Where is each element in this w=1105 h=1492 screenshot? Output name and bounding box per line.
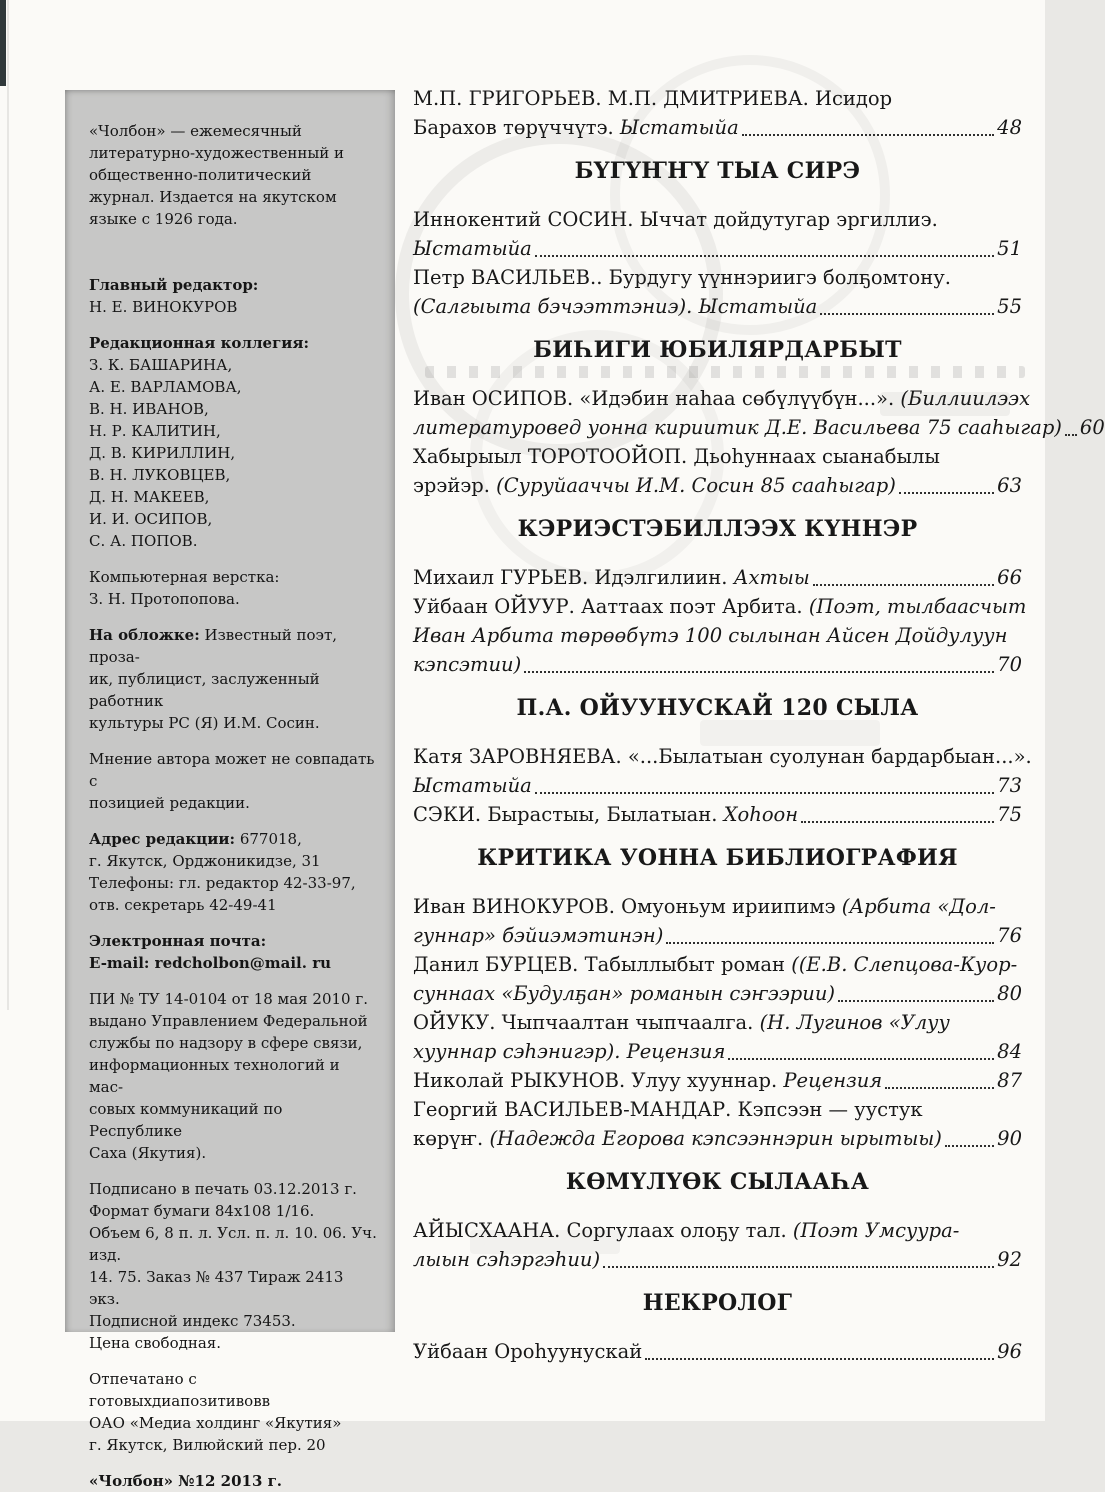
toc-entry [413, 1008, 1022, 1066]
page-number: 76 [997, 924, 1022, 947]
text-segment: (Суруйааччы И.М. Сосин 85 сааһыгар) [496, 474, 896, 497]
toc-entry-line-last [413, 1037, 1022, 1066]
toc-entry [413, 263, 1022, 321]
text-segment: Георгий ВАСИЛЬЕВ-МАНДАР. Кэпсээн — уустук [413, 1098, 923, 1121]
toc-sections [413, 84, 1105, 1366]
toc-entry-line [413, 950, 1022, 979]
sidebar-line [89, 930, 377, 952]
sidebar-line [89, 398, 377, 420]
text-segment: Ыстатыйа [413, 774, 532, 797]
text-segment: И. И. ОСИПОВ, [89, 510, 213, 528]
dot-leader [742, 134, 994, 136]
text-segment: кэпсэтии) [413, 653, 522, 676]
sidebar-line [89, 952, 377, 974]
toc-entry-line-last [413, 650, 1022, 679]
toc-entry-line-last [413, 921, 1022, 950]
sidebar-line [89, 712, 377, 734]
text-segment: Д. В. КИРИЛЛИН, [89, 444, 236, 462]
toc-entry-line-last [413, 1245, 1022, 1274]
toc-entry [413, 892, 1022, 950]
section-header: КЭРИЭСТЭБИЛЛЭЭХ КҮННЭР [517, 516, 918, 542]
section-header: КӨМҮЛҮӨК СЫЛААҺА [565, 1169, 870, 1195]
text-segment: (Салгыыта бэчээттэниэ). Ыстатыйа [413, 295, 818, 318]
text-segment: E-mail: redcholbon@mail. ru [89, 954, 331, 972]
page-number: 51 [997, 237, 1022, 260]
text-segment: Барахов төрүччүтэ. [413, 116, 620, 139]
toc-entry [413, 563, 1022, 592]
toc-entry-line [413, 892, 1022, 921]
sidebar-line [89, 1470, 377, 1492]
text-segment: Хабырыыл ТОРОТООЙОП. Дьоһуннаах сыанабылы [413, 445, 940, 468]
text-segment: (Поэт, тылбаасчыт [808, 595, 1027, 618]
toc-entry [413, 950, 1022, 1008]
dot-leader [899, 492, 994, 494]
toc-entry-line-last [413, 292, 1022, 321]
sidebar-line [89, 420, 377, 442]
text-segment: Хоһоон [723, 803, 799, 826]
text-segment: ик, публицист, заслуженный работник [89, 670, 320, 710]
sidebar-block [89, 332, 377, 552]
text-segment: Объем 6, 8 п. л. Усл. п. л. 10. 06. Уч. изд. [89, 1224, 377, 1264]
text-segment: Николай РЫКУНОВ. Улуу хууннар. [413, 1069, 784, 1092]
text-segment: журнал. Издается на якутском [89, 188, 337, 206]
toc-entry [413, 1066, 1022, 1095]
sidebar-blocks [89, 120, 377, 1492]
sidebar-line [89, 1032, 377, 1054]
toc-entry-line [413, 592, 1027, 621]
text-segment: совых коммуникаций по Республике [89, 1100, 283, 1140]
dot-leader [603, 1266, 994, 1268]
text-segment: Катя ЗАРОВНЯЕВА. «...Былатыан суолунан бардарбыан...». [413, 745, 1032, 768]
sidebar-line [89, 894, 377, 916]
text-segment: Ыстатыйа [619, 116, 739, 139]
sidebar-block [89, 930, 377, 974]
sidebar-line [89, 464, 377, 486]
sidebar-line [89, 988, 377, 1010]
sidebar-block [89, 748, 377, 814]
text-segment: гуннар» бэйиэмэтинэн) [413, 924, 664, 947]
sidebar-line [89, 872, 377, 894]
sidebar-line [89, 486, 377, 508]
sidebar-line [89, 1434, 377, 1456]
toc-entry-line [413, 442, 1022, 471]
sidebar-line [89, 120, 377, 142]
sidebar-block [89, 988, 377, 1164]
text-segment: Подписано в печать 03.12.2013 г. [89, 1180, 357, 1198]
text-segment: литературно-художественный и [89, 144, 345, 162]
sidebar-line [89, 376, 377, 398]
sidebar-line [89, 332, 377, 354]
scan-edge-line [7, 0, 9, 1010]
text-segment: Адрес редакции: [89, 830, 236, 848]
sidebar-block [89, 274, 377, 318]
sidebar-line [89, 274, 377, 296]
text-segment: Цена свободная. [89, 1334, 222, 1352]
text-segment: Саха (Якутия). [89, 1144, 207, 1162]
text-segment: Подписной индекс 73453. [89, 1312, 296, 1330]
text-segment: (Арбита «Дол- [841, 895, 996, 918]
text-segment: г. Якутск, Орджоникидзе, 31 [89, 852, 321, 870]
text-segment: Д. Н. МАКЕЕВ, [89, 488, 210, 506]
toc-entry [413, 742, 1032, 800]
text-segment: (Надежда Егорова кэпсээннэрин ырытыы) [489, 1127, 942, 1150]
sidebar-line [89, 508, 377, 530]
text-segment: Компьютерная верстка: [89, 568, 280, 586]
sidebar-line [89, 1310, 377, 1332]
toc-entry-line-last [413, 979, 1022, 1008]
toc-entry-line [413, 263, 1022, 292]
dot-leader [1065, 434, 1077, 436]
dot-leader [838, 1000, 994, 1002]
text-segment: ((Е.В. Слепцова-Куор- [791, 953, 1018, 976]
text-segment: Уйбаан ОЙУУР. Ааттаах поэт Арбита. [413, 595, 809, 618]
toc-entry-line [413, 1008, 1022, 1037]
toc-entry-line [413, 84, 1022, 113]
sidebar-line [89, 566, 377, 588]
page-number: 80 [997, 982, 1022, 1005]
scan-edge-mark [0, 0, 6, 86]
sidebar-line [89, 1054, 377, 1098]
page-number: 73 [997, 774, 1022, 797]
text-segment: Известный поэт, проза- [89, 626, 338, 666]
toc-entry-line-last [413, 413, 1105, 442]
sidebar-line [89, 354, 377, 376]
toc-entry [413, 1216, 1022, 1274]
text-segment: АЙЫСХААНА. Соргулаах олоҕу тал. [413, 1219, 793, 1242]
text-segment: Электронная почта: [89, 932, 267, 950]
toc-entry-line-last [413, 800, 1022, 829]
sidebar-block [89, 1178, 377, 1354]
toc-entry-line-last [413, 771, 1022, 800]
sidebar-line [89, 1178, 377, 1200]
page-number: 55 [997, 295, 1022, 318]
sidebar-line [89, 588, 377, 610]
section-header: БИҺИГИ ЮБИЛЯРДАРБЫТ [533, 337, 902, 363]
text-segment: СЭКИ. Бырастыы, Былатыан. [413, 803, 724, 826]
dot-leader [535, 255, 994, 257]
table-of-contents [413, 84, 1105, 1366]
toc-entry-line [413, 742, 1032, 771]
toc-entry-line [413, 384, 1031, 413]
sidebar-line [89, 748, 377, 792]
page-number: 90 [997, 1127, 1022, 1150]
sidebar-line [89, 1332, 377, 1354]
text-segment: литературовед уонна кириитик Д.Е. Васильева 75 сааһыгар) [413, 416, 1062, 439]
sidebar-line [89, 530, 377, 552]
text-segment: ОАО «Медиа холдинг «Якутия» [89, 1414, 342, 1432]
toc-entry [413, 384, 1105, 442]
section-header: П.А. ОЙУУНУСКАЙ 120 СЫЛА [516, 695, 919, 721]
toc-entry-line [413, 205, 1022, 234]
sidebar-block [89, 566, 377, 610]
text-segment: (Биллиилээх [900, 387, 1031, 410]
toc-entry [413, 442, 1022, 500]
text-segment: Ыстатыйа [413, 237, 532, 260]
sidebar-line [89, 1200, 377, 1222]
text-segment: Телефоны: гл. редактор 42-33-97, [89, 874, 356, 892]
sidebar-line [89, 208, 377, 230]
sidebar-line [89, 792, 377, 814]
sidebar-line [89, 850, 377, 872]
dot-leader [885, 1087, 994, 1089]
text-segment: языке с 1926 года. [89, 210, 238, 228]
text-segment: отв. секретарь 42-49-41 [89, 896, 277, 914]
toc-entry [413, 1095, 1022, 1153]
toc-entry-line-last [413, 113, 1022, 142]
text-segment: көрүҥ. [413, 1127, 490, 1150]
sidebar-line [89, 828, 377, 850]
text-segment: М.П. ГРИГОРЬЕВ. М.П. ДМИТРИЕВА. Исидор [413, 87, 893, 110]
page-number: 48 [997, 116, 1022, 139]
sidebar-line [89, 296, 377, 318]
text-segment: Иван ОСИПОВ. «Идэбин наһаа сөбүлүүбүн...». [413, 387, 901, 410]
sidebar-line [89, 1098, 377, 1142]
text-segment: Н. Р. КАЛИТИН, [89, 422, 221, 440]
toc-entry-line [413, 621, 1022, 650]
text-segment: «Чолбон» №12 2013 г. [89, 1472, 283, 1490]
toc-entry-line-last [413, 1124, 1022, 1153]
sidebar-line [89, 1266, 377, 1310]
text-segment: «Чолбон» — ежемесячный [89, 122, 302, 140]
sidebar-line [89, 186, 377, 208]
text-segment: Иван ВИНОКУРОВ. Омуоньум ириипимэ [413, 895, 842, 918]
dot-leader [945, 1145, 994, 1147]
page-number: 96 [997, 1340, 1022, 1363]
sidebar-block [89, 828, 377, 916]
text-segment: Иннокентий СОСИН. Ыччат дойдутугар эргиллиэ. [413, 208, 938, 231]
page-number: 63 [997, 474, 1022, 497]
sidebar-block [89, 1470, 377, 1492]
text-segment: позицией редакции. [89, 794, 250, 812]
toc-entry-line-last [413, 1066, 1022, 1095]
page-number: 66 [997, 566, 1022, 589]
page-number: 75 [997, 803, 1022, 826]
toc-entry-line-last [413, 1337, 1022, 1366]
sidebar-line [89, 1222, 377, 1266]
text-segment: ПИ № ТУ 14-0104 от 18 мая 2010 г. [89, 990, 368, 1008]
text-segment: Главный редактор: [89, 276, 259, 294]
sidebar-block [89, 624, 377, 734]
section-header: КРИТИКА УОННА БИБЛИОГРАФИЯ [477, 845, 958, 871]
toc-entry-line [413, 1216, 1022, 1245]
toc-entry [413, 592, 1027, 679]
sidebar-line [89, 668, 377, 712]
dot-leader [820, 313, 994, 315]
text-segment: Ахтыы [733, 566, 810, 589]
text-segment: службы по надзору в сфере связи, [89, 1034, 363, 1052]
text-segment: ОЙУКУ. Чыпчаалтан чыпчаалга. [413, 1011, 760, 1034]
section-header: БҮГҮҤҤҮ ТЫА СИРЭ [574, 158, 861, 184]
page-number: 87 [997, 1069, 1022, 1092]
sidebar-block [89, 120, 377, 230]
text-segment: г. Якутск, Вилюйский пер. 20 [89, 1436, 326, 1454]
page-number: 70 [997, 653, 1022, 676]
sidebar-line [89, 624, 377, 668]
text-segment: Мнение автора может не совпадать с [89, 750, 375, 790]
text-segment: общественно-политический [89, 166, 312, 184]
text-segment: лыын сэһэргэһии) [413, 1248, 601, 1271]
text-segment: На обложке: [89, 626, 200, 644]
dot-leader [801, 821, 994, 823]
dot-leader [728, 1058, 994, 1060]
dot-leader [813, 584, 994, 586]
sidebar-line [89, 442, 377, 464]
text-segment: культуры РС (Я) И.М. Сосин. [89, 714, 320, 732]
dot-leader [524, 671, 994, 673]
text-segment: В. Н. ЛУКОВЦЕВ, [89, 466, 231, 484]
sidebar-block [89, 1368, 377, 1456]
text-segment: информационных технологий и мас- [89, 1056, 340, 1096]
text-segment: Иван Арбита төрөөбүтэ 100 сылынан Айсен Дойдулуун [413, 624, 1008, 647]
toc-entry-line-last [413, 563, 1022, 592]
toc-entry [413, 1337, 1022, 1366]
text-segment: Уйбаан Ороһуунускай [413, 1340, 643, 1363]
toc-entry-line [413, 1095, 1022, 1124]
sidebar-line [89, 164, 377, 186]
text-segment: хууннар сэһэнигэр). Рецензия [413, 1040, 726, 1063]
sidebar-line [89, 142, 377, 164]
text-segment: Редакционная коллегия: [89, 334, 310, 352]
text-segment: Н. Е. ВИНОКУРОВ [89, 298, 238, 316]
journal-info-sidebar [65, 90, 395, 1490]
sidebar-line [89, 1412, 377, 1434]
text-segment: С. А. ПОПОВ. [89, 532, 198, 550]
dot-leader [645, 1358, 994, 1360]
text-segment: (Н. Лугинов «Улуу [759, 1011, 950, 1034]
text-segment: эрэйэр. [413, 474, 497, 497]
toc-entry [413, 800, 1022, 829]
text-segment: Формат бумаги 84x108 1/16. [89, 1202, 315, 1220]
text-segment: (Поэт Умсуура- [792, 1219, 960, 1242]
text-segment: выдано Управлением Федеральной [89, 1012, 368, 1030]
text-segment: Данил БУРЦЕВ. Табыллыбыт роман [413, 953, 792, 976]
page-number: 84 [997, 1040, 1022, 1063]
toc-entry-line-last [413, 234, 1022, 263]
text-segment: Петр ВАСИЛЬЕВ.. Бурдугу үүннэриигэ болҕомтону. [413, 266, 951, 289]
toc-entry [413, 205, 1022, 263]
text-segment: суннаах «Будулҕан» романын сэҥээрии) [413, 982, 835, 1005]
sidebar-line [89, 1010, 377, 1032]
page-number: 92 [997, 1248, 1022, 1271]
text-segment: 677018, [235, 830, 302, 848]
sidebar-line [89, 1368, 377, 1412]
text-segment: А. Е. ВАРЛАМОВА, [89, 378, 242, 396]
dot-leader [535, 792, 994, 794]
sidebar-line [89, 1142, 377, 1164]
page-number: 60 [1079, 416, 1105, 439]
toc-entry [413, 84, 1022, 142]
text-segment: Рецензия [783, 1069, 883, 1092]
text-segment: З. Н. Протопопова. [89, 590, 240, 608]
text-segment: 14. 75. Заказ № 437 Тираж 2413 экз. [89, 1268, 344, 1308]
dot-leader [666, 942, 994, 944]
toc-entry-line-last [413, 471, 1022, 500]
text-segment: З. К. БАШАРИНА, [89, 356, 233, 374]
section-header: НЕКРОЛОГ [642, 1290, 793, 1316]
text-segment: Михаил ГУРЬЕВ. Идэлгилиин. [413, 566, 734, 589]
text-segment: В. Н. ИВАНОВ, [89, 400, 209, 418]
text-segment: Отпечатано с готовыхдиапозитивовв [89, 1370, 271, 1410]
